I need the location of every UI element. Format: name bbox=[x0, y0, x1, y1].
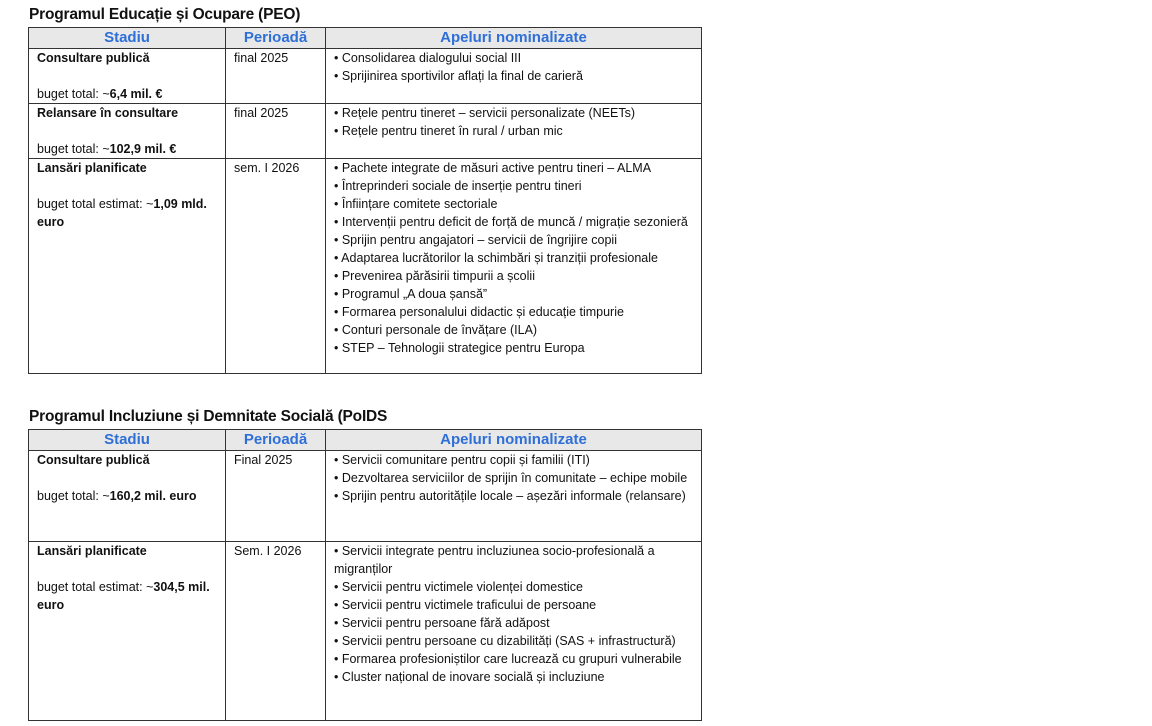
list-item: • STEP – Tehnologii strategice pentru Europa bbox=[334, 341, 585, 355]
peo-header-row bbox=[29, 28, 702, 49]
budget-value: 102,9 mil. € bbox=[109, 142, 177, 156]
stage-cell bbox=[29, 49, 226, 104]
stage-name: Relansare în consultare bbox=[37, 106, 179, 120]
calls-cell bbox=[326, 542, 702, 721]
stage-cell bbox=[29, 159, 226, 374]
budget-text: buget total estimat: ~304,5 mil. euro bbox=[37, 580, 210, 612]
period-cell: final 2025 bbox=[226, 49, 326, 104]
table-row bbox=[29, 542, 702, 721]
calls-cell bbox=[326, 104, 702, 159]
budget-text: buget total: ~160,2 mil. euro bbox=[37, 489, 197, 503]
peo-header-calls: Apeluri nominalizate bbox=[326, 28, 702, 49]
list-item: • Înființare comitete sectoriale bbox=[334, 197, 498, 211]
list-item: • Consolidarea dialogului social III bbox=[334, 51, 522, 65]
list-item: • Servicii pentru persoane cu dizabilități (SAS + infrastructură) bbox=[334, 634, 676, 648]
table-row bbox=[29, 104, 702, 159]
list-item: • Adaptarea lucrătorilor la schimbări și tranziții profesionale bbox=[334, 251, 658, 265]
list-item: • Formarea profesioniștilor care lucrează cu grupuri vulnerabile bbox=[334, 652, 682, 666]
stage-name: Lansări planificate bbox=[37, 544, 147, 558]
list-item: • Sprijinirea sportivilor aflați la final de carieră bbox=[334, 69, 583, 83]
poids-title: Programul Incluziune și Demnitate Socială (PoIDS bbox=[29, 408, 388, 425]
stage-name: Consultare publică bbox=[37, 51, 150, 65]
peo-header-stage: Stadiu bbox=[29, 28, 226, 49]
stage-cell bbox=[29, 451, 226, 542]
list-item: • Servicii integrate pentru incluziunea socio-profesională a migranților bbox=[334, 544, 655, 576]
budget-value: 304,5 mil. euro bbox=[37, 580, 210, 612]
list-item: • Rețele pentru tineret în rural / urban mic bbox=[334, 124, 563, 138]
budget-text: buget total estimat: ~1,09 mld. euro bbox=[37, 197, 207, 229]
list-item: • Sprijin pentru angajatori – servicii de îngrijire copii bbox=[334, 233, 617, 247]
budget-value: 160,2 mil. euro bbox=[109, 489, 197, 503]
table-row bbox=[29, 451, 702, 542]
calls-cell bbox=[326, 49, 702, 104]
budget-value: 1,09 mld. euro bbox=[37, 197, 207, 229]
list-item: • Intervenții pentru deficit de forță de muncă / migrație sezonieră bbox=[334, 215, 688, 229]
budget-text: buget total: ~6,4 mil. € bbox=[37, 87, 163, 101]
stage-name: Consultare publică bbox=[37, 453, 150, 467]
list-item: • Sprijin pentru autoritățile locale – așezări informale (relansare) bbox=[334, 489, 686, 503]
budget-value: 6,4 mil. € bbox=[109, 87, 163, 101]
calls-cell bbox=[326, 451, 702, 542]
stage-cell bbox=[29, 542, 226, 721]
budget-text: buget total: ~102,9 mil. € bbox=[37, 142, 177, 156]
list-item: • Servicii comunitare pentru copii și familii (ITI) bbox=[334, 453, 590, 467]
period-cell: final 2025 bbox=[226, 104, 326, 159]
poids-header-calls: Apeluri nominalizate bbox=[326, 430, 702, 451]
list-item: • Programul „A doua șansă” bbox=[334, 287, 488, 301]
poids-header-row bbox=[29, 430, 702, 451]
peo-table bbox=[28, 27, 702, 374]
list-item: • Pachete integrate de măsuri active pentru tineri – ALMA bbox=[334, 161, 652, 175]
poids-header-stage: Stadiu bbox=[29, 430, 226, 451]
list-item: • Conturi personale de învățare (ILA) bbox=[334, 323, 538, 337]
list-item: • Servicii pentru victimele violenței domestice bbox=[334, 580, 583, 594]
list-item: • Formarea personalului didactic și educație timpurie bbox=[334, 305, 624, 319]
table-row bbox=[29, 159, 702, 374]
calls-cell bbox=[326, 159, 702, 374]
period-cell: Final 2025 bbox=[226, 451, 326, 542]
period-cell: Sem. I 2026 bbox=[226, 542, 326, 721]
list-item: • Întreprinderi sociale de inserție pentru tineri bbox=[334, 179, 582, 193]
stage-name: Lansări planificate bbox=[37, 161, 147, 175]
peo-title: Programul Educație și Ocupare (PEO) bbox=[29, 6, 301, 23]
period-cell: sem. I 2026 bbox=[226, 159, 326, 374]
list-item: • Servicii pentru victimele traficului de persoane bbox=[334, 598, 597, 612]
list-item: • Servicii pentru persoane fără adăpost bbox=[334, 616, 550, 630]
list-item: • Cluster național de inovare socială și incluziune bbox=[334, 670, 605, 684]
peo-header-period: Perioadă bbox=[226, 28, 326, 49]
list-item: • Rețele pentru tineret – servicii personalizate (NEETs) bbox=[334, 106, 636, 120]
poids-header-period: Perioadă bbox=[226, 430, 326, 451]
poids-table bbox=[28, 429, 702, 721]
stage-cell bbox=[29, 104, 226, 159]
table-row bbox=[29, 49, 702, 104]
list-item: • Prevenirea părăsirii timpurii a școlii bbox=[334, 269, 535, 283]
list-item: • Dezvoltarea serviciilor de sprijin în comunitate – echipe mobile bbox=[334, 471, 688, 485]
